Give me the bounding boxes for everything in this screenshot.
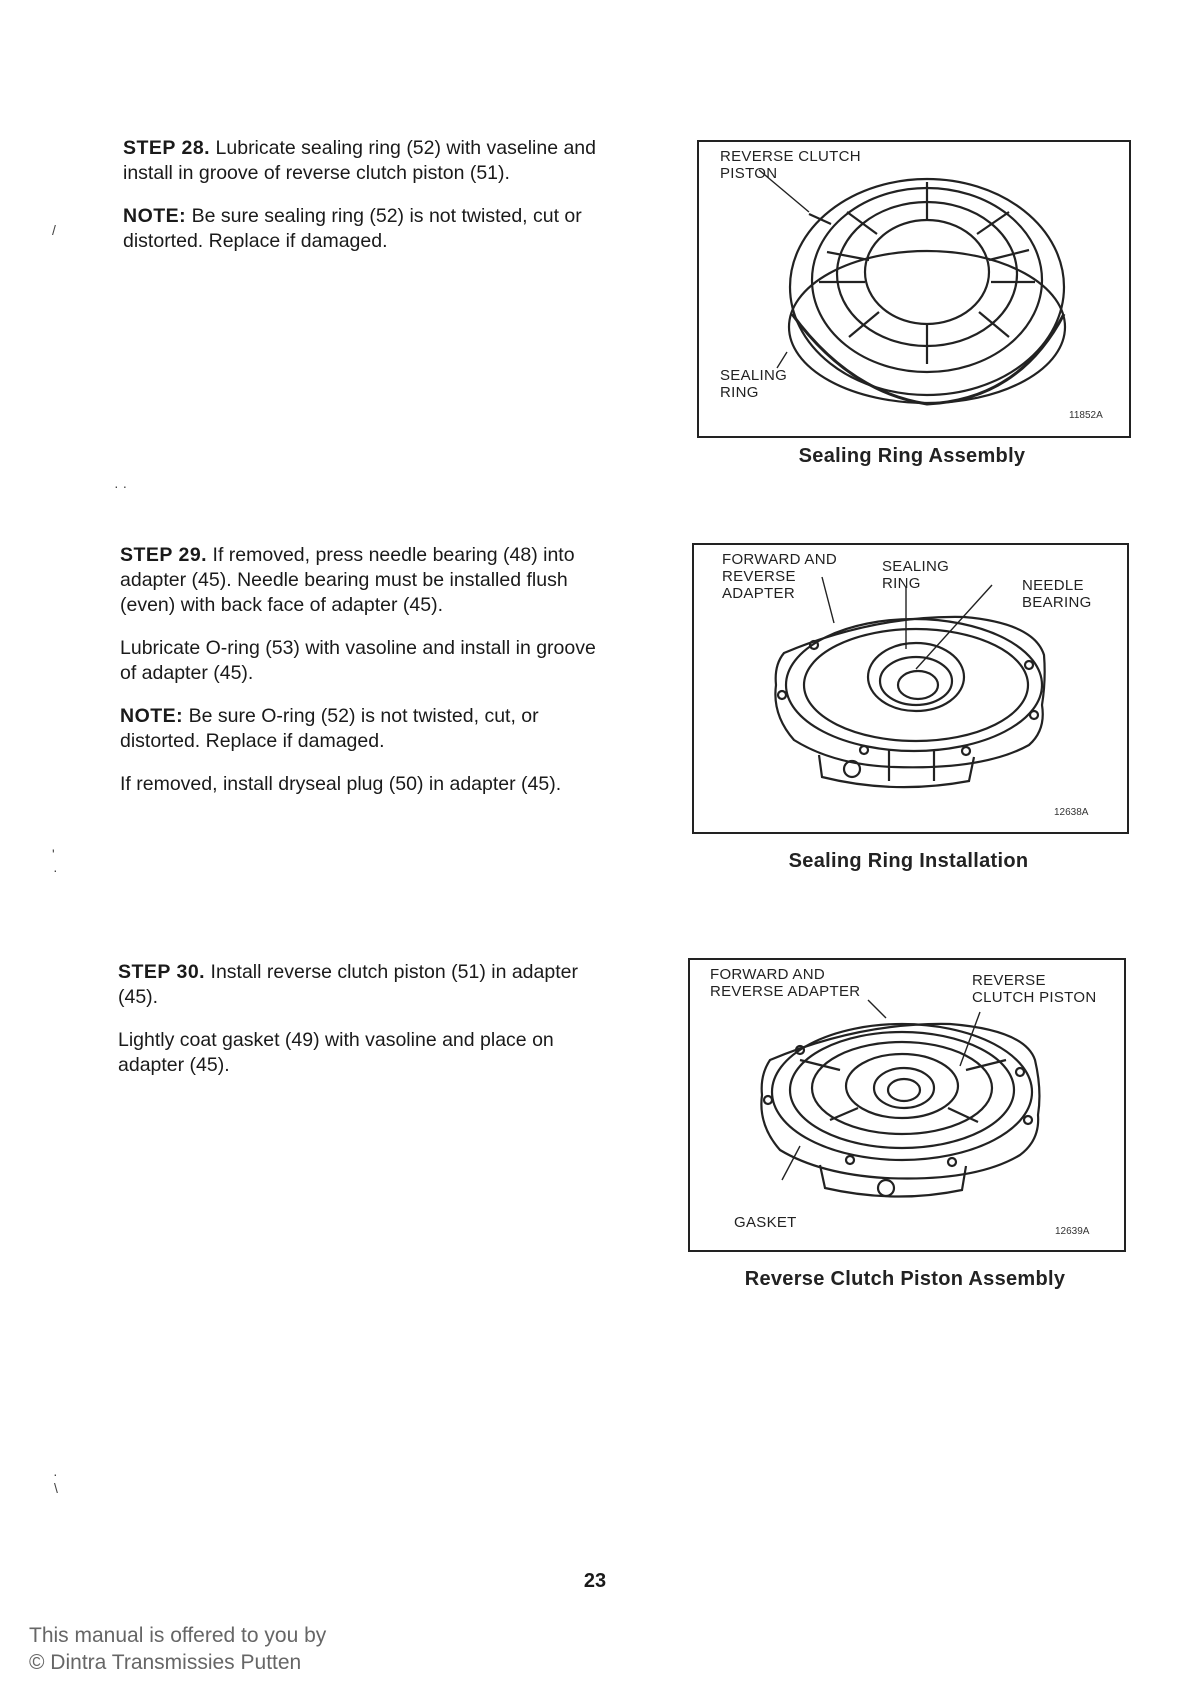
figure-number: 12638A xyxy=(1054,807,1089,818)
step-30-para2: Lightly coat gasket (49) with vasoline and place on adapter (45). xyxy=(118,1029,554,1076)
step-29-text: STEP 29. If removed, press needle bearing (48) into adapter (45). Needle bearing must be installed flush (even) with back face of adapter (45). xyxy=(120,544,575,616)
step-28 xyxy=(123,136,601,272)
note-label: NOTE: xyxy=(123,205,187,227)
step-28-note: NOTE: Be sure sealing ring (52) is not twisted, cut or distorted. Replace if damaged. xyxy=(123,205,582,252)
step-29-para4: If removed, install dryseal plug (50) in adapter (45). xyxy=(120,773,562,795)
figure-sealing-ring-assembly xyxy=(697,140,1131,438)
scan-mark: · · xyxy=(114,478,128,494)
footer-line-1: This manual is offered to you by xyxy=(29,1624,327,1647)
callout-sealing-ring: SEALING RING xyxy=(882,558,950,592)
figure-number: 12639A xyxy=(1055,1226,1090,1237)
step-label: STEP 30. xyxy=(118,961,206,983)
footer xyxy=(29,1622,326,1676)
figure-caption: Sealing Ring Installation xyxy=(788,850,1029,872)
step-30-text: STEP 30. Install reverse clutch piston (51) in adapter (45). xyxy=(118,961,578,1008)
callout-gasket: GASKET xyxy=(734,1214,797,1231)
callout-forward-reverse-adapter: FORWARD AND REVERSE ADAPTER xyxy=(710,966,861,1000)
figure-reverse-clutch-piston-assembly xyxy=(688,958,1126,1252)
scan-mark: / xyxy=(52,222,56,238)
note-label: NOTE: xyxy=(120,705,184,727)
figure-sealing-ring-installation xyxy=(692,543,1129,834)
footer-line-2: © Dintra Transmissies Putten xyxy=(29,1651,302,1674)
page-number: 23 xyxy=(583,1570,607,1592)
step-30 xyxy=(118,960,596,1096)
scan-mark: · xyxy=(53,862,58,878)
step-29 xyxy=(120,543,598,815)
step-label: STEP 29. xyxy=(120,544,208,566)
figure-caption: Sealing Ring Assembly xyxy=(798,445,1026,467)
step-29-para2: Lubricate O-ring (53) with vasoline and install in groove of adapter (45). xyxy=(120,637,596,684)
figure-number: 11852A xyxy=(1069,410,1103,421)
callout-sealing-ring: SEALING RING xyxy=(720,367,788,401)
callout-needle-bearing: NEEDLE BEARING xyxy=(1022,577,1092,611)
figure-caption: Reverse Clutch Piston Assembly xyxy=(744,1268,1066,1290)
callout-reverse-clutch-piston: REVERSE CLUTCH PISTON xyxy=(972,972,1097,1006)
step-28-text: STEP 28. Lubricate sealing ring (52) with vaseline and install in groove of reverse clutch piston (51). xyxy=(123,137,597,184)
scan-mark: \ xyxy=(54,1480,58,1496)
scan-mark: ' xyxy=(52,846,55,862)
callout-reverse-clutch-piston: REVERSE CLUTCH PISTON xyxy=(720,148,861,182)
callout-forward-reverse-adapter: FORWARD AND REVERSE ADAPTER xyxy=(722,551,837,602)
step-label: STEP 28. xyxy=(123,137,211,159)
scan-mark: · xyxy=(53,1466,58,1482)
step-29-note: NOTE: Be sure O-ring (52) is not twisted, cut, or distorted. Replace if damaged. xyxy=(120,705,539,752)
